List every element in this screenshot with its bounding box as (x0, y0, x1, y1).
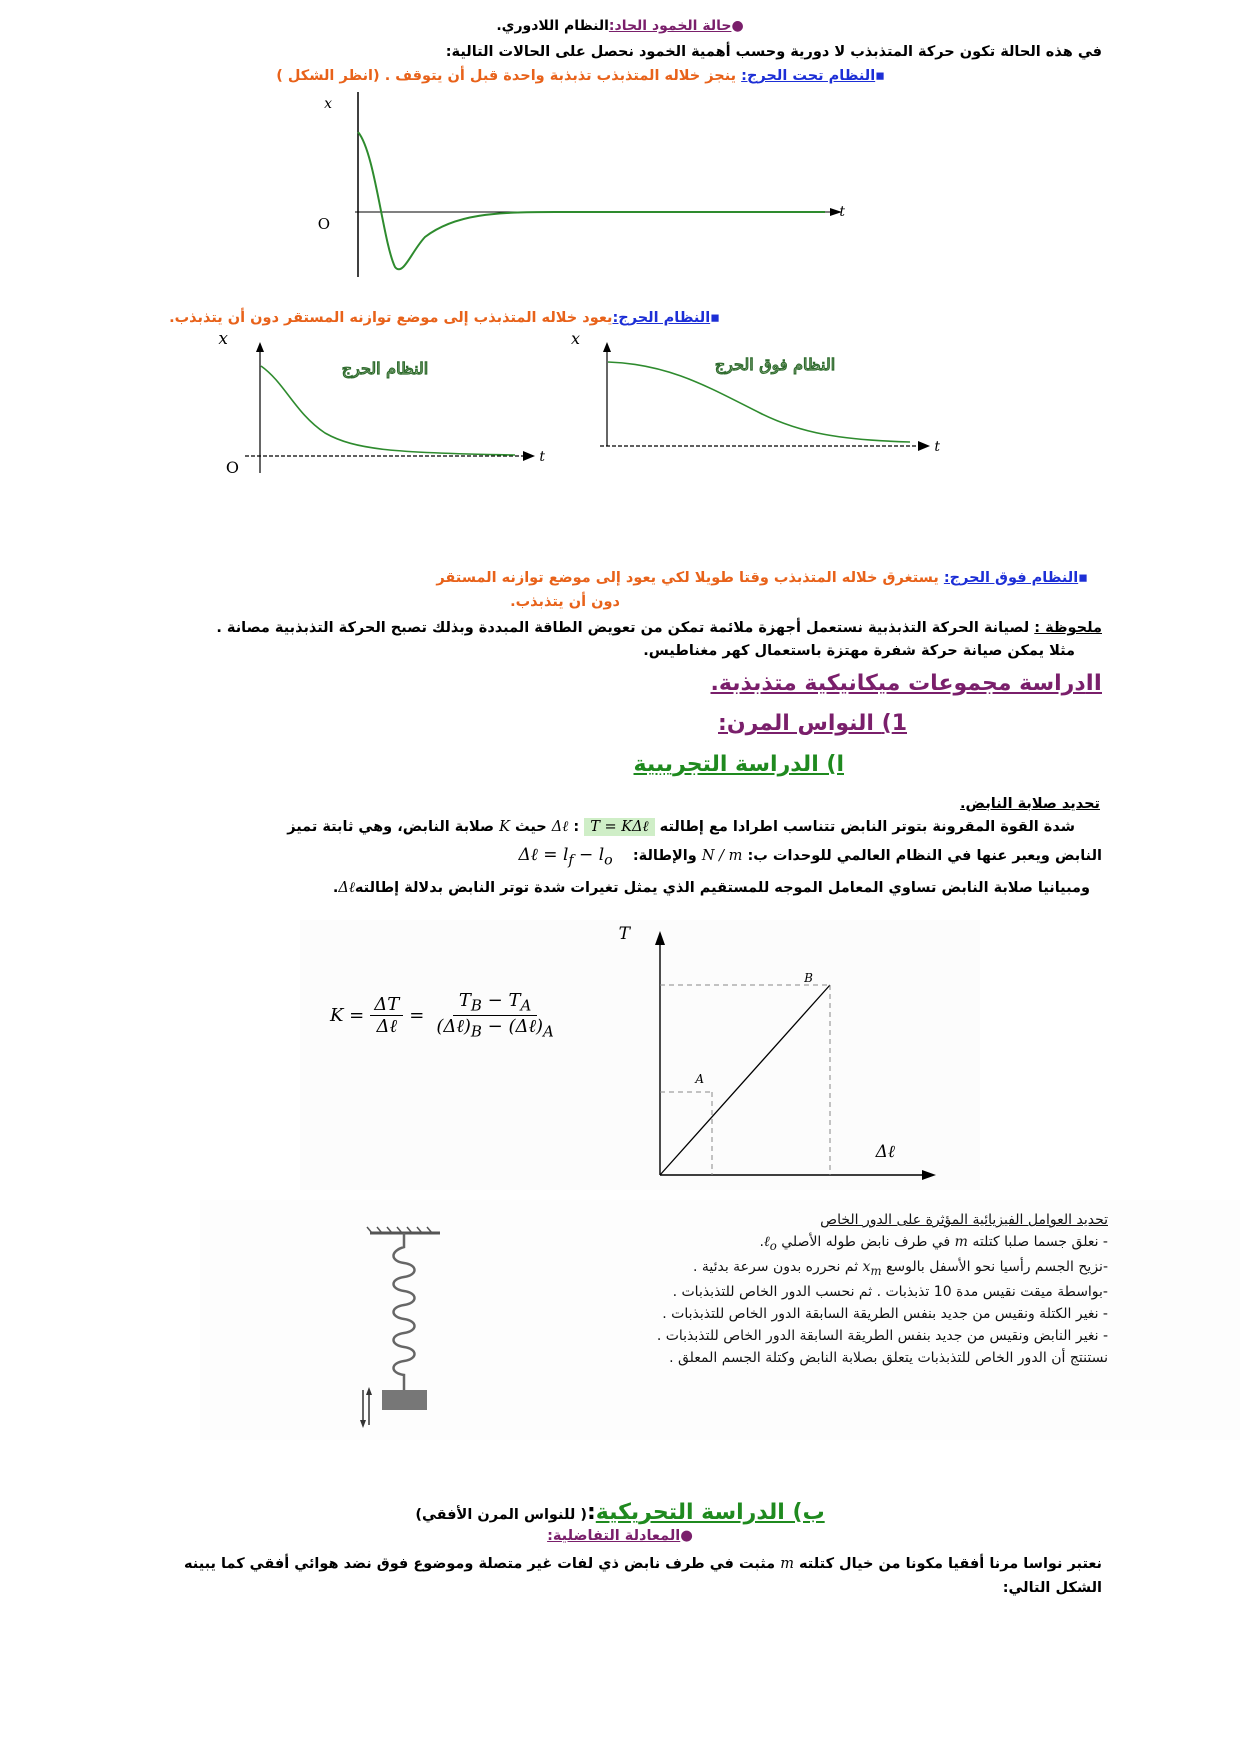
critical-text: يعود خلاله المتذبذب إلى موضع توازنه المستقر دون أن يتذبذب. (169, 310, 613, 326)
formula-eq-2: = (409, 1004, 425, 1026)
fraction-2-num-mid: − T (481, 990, 521, 1011)
under-critical-graph (317, 92, 855, 282)
stiffness-heading: تحديد صلابة النابض. (960, 796, 1100, 812)
fig4-x-arrow-icon (922, 1170, 936, 1180)
section-2-1b-title: ب) الدراسة التحريكية (595, 1500, 825, 1525)
critical-line (0, 310, 720, 326)
period-item-2 (508, 1259, 1108, 1278)
section-2-1a-title: ا) الدراسة التجريبية (633, 752, 844, 777)
elongation-sub-f: f (568, 852, 574, 869)
section-2-1b-heading (0, 1500, 1240, 1525)
period-item-3-a: -بواسطة ميقت نقيس مدة (951, 1283, 1108, 1300)
section-2-heading (0, 671, 1102, 696)
elongation-sub-o: o (604, 852, 613, 869)
fig4-y-arrow-icon (655, 931, 665, 945)
square-bullet-icon: ▪ (1078, 570, 1088, 586)
fig3-x-label: t (934, 439, 940, 455)
elongation-formula (518, 845, 613, 869)
square-bullet-icon: ▪ (875, 68, 885, 84)
over-critical-line (0, 570, 1088, 586)
period-item-2-sym: x (862, 1258, 871, 1275)
final-mass-symbol: m (780, 1556, 794, 1572)
period-item-3-b: تذبذبات . ثم نحسب الدور الخاص للتذبذبات . (672, 1283, 934, 1300)
fraction-2-num-sub-b: B (470, 996, 482, 1015)
square-bullet-icon: ▪ (710, 310, 720, 326)
fig3-x-arrow-icon (918, 441, 930, 451)
fig2-x-arrow-icon (523, 451, 535, 461)
final-line1-b: مثبت في طرف نابض ذي لفات غير متصلة وموضوع فوق نضد هوائي أفقي كما يبينه (183, 1556, 776, 1572)
final-line-1 (0, 1556, 1102, 1572)
bullet-icon: ● (680, 1528, 693, 1544)
fraction-2-den-sub-b: B (470, 1022, 482, 1041)
section-2-1b-note: ( للنواس المرن الأفقي) (415, 1507, 587, 1523)
critical-graph (218, 328, 575, 478)
period-item-3 (508, 1284, 1108, 1300)
under-critical-line (0, 68, 885, 84)
fig3-y-label: x (570, 329, 580, 348)
period-item-2-a: -نزيح الجسم رأسيا نحو الأسفل بالوسع (881, 1258, 1108, 1275)
over-critical-graph (570, 328, 960, 478)
stiffness-line3: ومبيانيا صلابة النابض تساوي المعامل الموجه للمستقيم الذي يمثل تغيرات شدة توتر النابض بدلالة إطالته (354, 880, 1090, 896)
elongation-symbol-2: Δℓ (338, 880, 355, 896)
motion-arrow-up-icon (366, 1387, 372, 1395)
note-line (0, 620, 1102, 636)
period-item-1-a: - نعلق جسما صلبا كتلته (967, 1234, 1108, 1250)
fig4-y-label: T (618, 924, 630, 944)
period-item-5: - نغير النابض ونقيس من جديد بنفس الطريقة السابقة الدور الخاص للتذبذبات . (656, 1327, 1108, 1344)
section-2-1-number: 1) (881, 711, 907, 736)
note-example: مثلا يمكن صيانة حركة شفرة مهتزة باستعمال كهر مغناطيس. (643, 643, 1075, 659)
period-item-2-b: ثم نحرره بدون سرعة بدئية . (692, 1258, 863, 1275)
period-item-1-b: في طرف نابض طوله الأصلي (776, 1234, 955, 1250)
fraction-2-den-open: (Δℓ) (436, 1015, 471, 1037)
over-critical-text: يستغرق خلاله المتذبذب وقتا طويلا لكي يعود إلى موضع توازنه المستقر (436, 570, 944, 586)
under-critical-text: ينجز خلاله المتذبذب تذبذبة واحدة قبل أن يتوقف . (انظر الشكل ) (276, 68, 742, 84)
elongation-symbol: Δℓ (551, 819, 569, 835)
fraction-1-num: ΔT (370, 994, 403, 1016)
fraction-2-num (453, 990, 537, 1016)
period-item-1-sym: m (954, 1234, 968, 1250)
period-item-4: - نغير الكتلة ونقيس من جديد بنفس الطريقة السابقة الدور الخاص للتذبذبات . (662, 1305, 1108, 1322)
diff-eq-heading (0, 1528, 1240, 1544)
final-line1-a: نعتبر نواسا مرنا أفقيا مكونا من خيال كتلته (799, 1556, 1102, 1572)
fraction-2 (430, 990, 560, 1040)
period-text-block (508, 1212, 1108, 1366)
stiffness-line1-b: حيث (515, 819, 547, 835)
formula-lhs: K = (330, 1004, 365, 1026)
stiffness-line-3 (0, 880, 1090, 897)
final-line-2: الشكل التالي: (1002, 1580, 1102, 1596)
note-text: لصيانة الحركة التذبذبية نستعمل أجهزة ملائمة تمكن من تعويض الطاقة المبددة وبذلك تصبح الحركة التذبذبية مصانة . (216, 620, 1035, 636)
period-heading: تحديد العوامل الفيزيائية المؤثرة على الدور الخاص (820, 1212, 1108, 1228)
over-critical-text-2: دون أن يتذبذب. (510, 594, 620, 610)
fig1-y-label: x (324, 96, 332, 112)
fig1-curve (358, 132, 825, 269)
stiffness-symbol: K (499, 819, 510, 835)
hanging-mass (382, 1390, 427, 1410)
section-2-1a-heading (0, 752, 844, 777)
fig3-curve (608, 362, 910, 442)
point-b-label: B (804, 971, 813, 985)
stiffness-line1-c: صلابة النابض، وهي ثابتة تميز (287, 819, 495, 835)
fig1-origin: O (317, 215, 330, 233)
fraction-2-den-sub-a: A (543, 1022, 554, 1041)
fig4-line (660, 985, 830, 1175)
section-2-number: II (1085, 671, 1102, 696)
fig3-caption: النظام فوق الحرج (714, 355, 836, 374)
stiffness-line-2 (0, 845, 1102, 868)
fig2-y-label: x (218, 329, 228, 349)
bullet-icon: ● (731, 18, 744, 34)
damping-title: حالة الخمود الحاد: (608, 18, 732, 34)
note-label: ملحوظة : (1034, 620, 1102, 636)
period-item-1-c: . (759, 1234, 764, 1250)
fig2-caption: النظام الحرج (341, 359, 429, 378)
tension-formula: T = KΔℓ (584, 818, 654, 836)
fraction-1 (370, 994, 403, 1037)
stiffness-line2-a: النابض ويعبر عنها في النظام العالمي للوحدات ب: (747, 848, 1102, 864)
fraction-2-den (430, 1016, 560, 1041)
fig2-origin: O (225, 458, 239, 477)
tension-graph (618, 924, 950, 1185)
stiffness-line1-a: شدة القوة المقرونة بتوتر النابض تتناسب اطرادا مع إطالته (659, 819, 1075, 835)
point-a-label: A (695, 1072, 704, 1086)
stiffness-line2-b: والإطالة: (632, 848, 697, 864)
fig2-y-arrow-icon (256, 342, 264, 352)
section-2-title: دراسة مجموعات ميكانيكية متذبذبة. (710, 671, 1086, 696)
period-item-6: نستنتج أن الدور الخاص للتذبذبات يتعلق بصلابة النابض وكتلة الجسم المعلق . (669, 1349, 1108, 1366)
fraction-2-num-t: T (458, 990, 471, 1011)
stiffness-formula (330, 990, 560, 1040)
spring-mass-diagram (360, 1225, 450, 1430)
fig2-curve (261, 366, 515, 455)
elongation-formula-mid: − l (573, 845, 605, 865)
stiffness-line-1 (0, 819, 1075, 836)
section-2-1b-colon: : (586, 1500, 596, 1525)
section-2-1-title: النواس المرن: (718, 711, 882, 736)
damping-title-rest: النظام اللادوري. (496, 18, 609, 34)
fig2-x-label: t (539, 449, 545, 465)
fraction-2-den-mid: − (Δℓ) (481, 1015, 544, 1037)
critical-label: النظام الحرج: (612, 310, 711, 326)
fig4-x-label: Δℓ (875, 1142, 895, 1162)
spring-coil (394, 1233, 415, 1390)
fig3-y-arrow-icon (603, 342, 611, 352)
period-item-1-sym2: ℓ (763, 1234, 770, 1250)
stiffness-colon: : (568, 819, 585, 835)
motion-arrow-down-icon (360, 1420, 366, 1428)
fig1-x-label: t (839, 204, 845, 220)
elongation-formula-main: Δℓ = l (518, 845, 569, 865)
section-2-1-heading (0, 711, 907, 736)
fraction-1-den: Δℓ (376, 1015, 398, 1037)
fraction-2-num-sub-a: A (520, 996, 532, 1015)
period-item-1 (508, 1234, 1108, 1253)
period-item-3-num: 10 (933, 1283, 952, 1300)
period-item-1-sub2: o (769, 1238, 777, 1253)
diff-eq-label: المعادلة التفاضلية: (547, 1528, 681, 1544)
under-critical-label: النظام تحت الحرج: (741, 68, 876, 84)
damping-heading (0, 18, 1240, 34)
stiffness-line3-end: . (332, 880, 339, 896)
stiffness-units: N / m (701, 848, 743, 864)
period-item-2-sub: m (870, 1263, 882, 1278)
over-critical-label: النظام فوق الحرج: (943, 570, 1079, 586)
damping-intro-text: في هذه الحالة تكون حركة المتذبذب لا دورية وحسب أهمية الخمود نحصل على الحالات التالية: (445, 44, 1102, 60)
